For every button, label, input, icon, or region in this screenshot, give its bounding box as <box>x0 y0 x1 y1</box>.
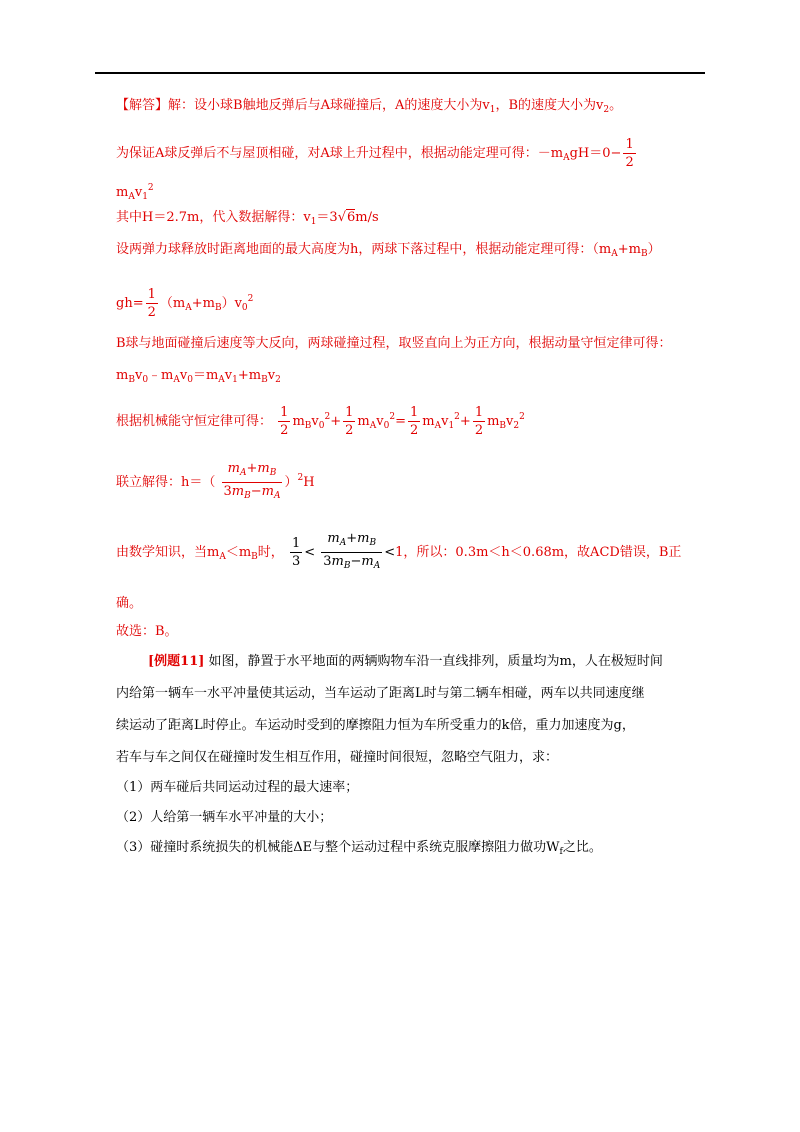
solution-line-13: 故选：B。 <box>116 624 178 639</box>
solution-line-7: B球与地面碰撞后速度等大反向，两球碰撞过程，取竖直向上为正方向，根据动量守恒定律可得： <box>116 336 672 351</box>
question-3: （3）碰撞时系统损失的机械能ΔE与整个运动过程中系统克服摩擦阻力做功$W_f$之比。 <box>116 840 602 857</box>
solution-line-9: 根据机械能守恒定律可得： $\frac{1}{2}$ $m_Bv_0^2+$ $\frac{1}{2}$ $m_Av_0^2=$ $\frac{1}{2}$ $m_Av_1^2+$ $\frac{1}{2}$ $m_Bv_2^2$ <box>116 405 525 438</box>
example-paragraph-line-2: 内给第一辆车一水平冲量使其运动，当车运动了距离L时与第二辆车相碰，两车以共同速度继 <box>116 686 645 701</box>
solution-line-11: 由数学知识，当$m_A<m_B$时， $\frac{1}{3}$ < $\frac{m_A+m_B}{3m_B-m_A}$ <1，所以：0.3m＜h＜0.68m，故ACD错误，B正 <box>116 531 682 571</box>
solution-line-4: 其中H＝2.7m，代入数据解得：$v_1=3√6m/s$ <box>116 210 379 227</box>
solution-line-12: 确。 <box>116 596 143 611</box>
solution-line-1: 【解答】解：设小球B触地反弹后与A球碰撞后，A的速度大小为$v_1$，B的速度大小为$v_2$。 <box>116 98 623 115</box>
solution-line-10: 联立解得：h＝（ $\frac{m_A+m_B}{3m_B-m_A}$ ）$^2$H <box>116 461 315 501</box>
solution-line-6: gh= $\frac{1}{2}$ $(m_A+m_B)v_0^2$ <box>116 287 254 320</box>
example-paragraph-line-4: 若车与车之间仅在碰撞时发生相互作用，碰撞时间很短，忽略空气阻力，求： <box>116 750 559 765</box>
header-rule <box>95 72 705 74</box>
example-label: [例题11] <box>148 654 205 669</box>
solution-line-2: 为保证A球反弹后不与屋顶相碰，对A球上升过程中，根据动能定理可得：$-m_AgH=0-$ $\frac{1}{2}$ <box>116 137 634 170</box>
question-2: （2）人给第一辆车水平冲量的大小； <box>116 810 333 825</box>
solution-line-5: 设两弹力球释放时距离地面的最大高度为h，两球下落过程中，根据动能定理可得：$(m_A+m_B)$ <box>116 242 661 259</box>
example-paragraph-line-1: [例题11] 如图，静置于水平地面的两辆购物车沿一直线排列，质量均为m，人在极短时间 <box>148 654 663 669</box>
solution-line-8: $m_Bv_0﹣m_Av_0=m_Av_1+m_Bv_2$ <box>116 368 281 385</box>
question-1: （1）两车碰后共同运动过程的最大速率； <box>116 780 359 795</box>
example-paragraph-line-3: 续运动了距离L时停止。车运动时受到的摩擦阻力恒为车所受重力的k倍，重力加速度为g， <box>116 718 635 733</box>
solution-line-3: $m_Av_1^2$ <box>116 183 154 202</box>
